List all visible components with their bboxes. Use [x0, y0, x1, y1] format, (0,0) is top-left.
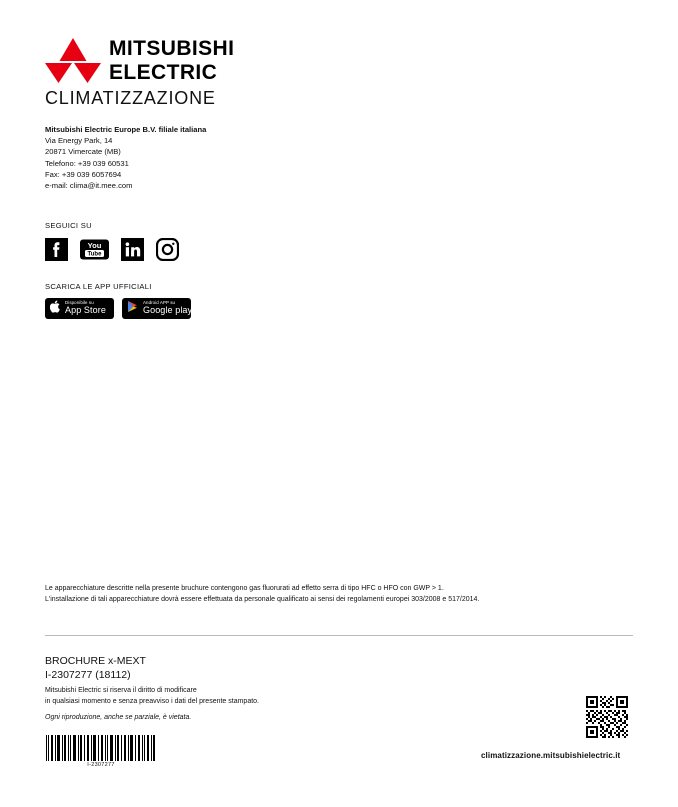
- company-phone: Telefono: +39 039 60531: [45, 158, 129, 168]
- company-address-block: [45, 124, 206, 191]
- app-store-badges: [45, 298, 191, 319]
- company-fax: Fax: +39 039 6057694: [45, 169, 122, 179]
- svg-text:Tube: Tube: [87, 251, 102, 258]
- company-city: 20871 Vimercate (MB): [45, 147, 121, 157]
- reproduction-notice: Ogni riproduzione, anche se parziale, è vietata.: [45, 714, 192, 721]
- apps-heading: SCARICA LE APP UFFICIALI: [45, 282, 152, 291]
- logo-wordmark: [109, 38, 234, 83]
- brochure-title: BROCHURE x-MEXT: [45, 655, 146, 667]
- company-email: e-mail: clima@it.mee.com: [45, 181, 133, 191]
- division-title: CLIMATIZZAZIONE: [45, 88, 216, 108]
- app-store-badge[interactable]: [45, 298, 114, 319]
- fgas-line-1: Le apparecchiature descritte nella presente bruchure contengono gas fluorurati ad effetto serra di tipo HFC o HFO con GWP > 1.: [45, 585, 444, 592]
- qr-code-image: [584, 694, 630, 740]
- instagram-icon[interactable]: [156, 238, 179, 266]
- rights-line-2: in qualsiasi momento e senza preavviso i dati del presente stampato.: [45, 697, 260, 705]
- google-play-badge-label: Google play: [143, 305, 193, 316]
- mitsubishi-three-diamonds-icon: [45, 36, 101, 84]
- barcode: [45, 735, 157, 768]
- social-heading: SEGUICI SU: [45, 221, 92, 230]
- mitsubishi-electric-logo: [45, 36, 234, 84]
- google-play-badge[interactable]: [122, 298, 191, 319]
- fgas-line-2: L'installazione di tali apparecchiature dovrà essere effettuata da personale qualificato ai sensi dei regolamenti europei 303/2008 e 517/2014.: [45, 596, 480, 603]
- linkedin-icon[interactable]: [121, 238, 144, 266]
- app-store-badge-label: App Store: [65, 305, 106, 316]
- app-store-badge-small: Disponibile su: [65, 300, 94, 306]
- facebook-icon[interactable]: [45, 238, 68, 266]
- social-links: [45, 238, 179, 266]
- brochure-meta: [45, 655, 146, 682]
- rights-notice: [45, 686, 259, 707]
- google-play-badge-small: Android APP su: [143, 300, 176, 306]
- logo-word-mitsubishi: MITSUBISHI: [109, 36, 235, 60]
- company-name: Mitsubishi Electric Europe B.V. filiale italiana: [45, 125, 207, 134]
- rights-line-1: Mitsubishi Electric si riserva il diritto di modificare: [45, 687, 197, 694]
- qr-code[interactable]: [584, 694, 630, 740]
- logo-word-electric: ELECTRIC: [109, 60, 218, 84]
- brochure-code: I-2307277 (18112): [45, 668, 131, 681]
- google-play-icon: [127, 300, 139, 318]
- svg-text:You: You: [87, 241, 102, 251]
- youtube-icon[interactable]: [80, 238, 109, 266]
- website-url[interactable]: climatizzazione.mitsubishielectric.it: [481, 751, 621, 760]
- company-street: Via Energy Park, 14: [45, 136, 113, 146]
- footer-divider: [45, 635, 633, 636]
- barcode-number: I-2307277: [87, 762, 115, 768]
- fluorinated-gas-notice: [45, 583, 635, 605]
- apple-icon: [50, 300, 61, 318]
- barcode-image: [45, 735, 157, 761]
